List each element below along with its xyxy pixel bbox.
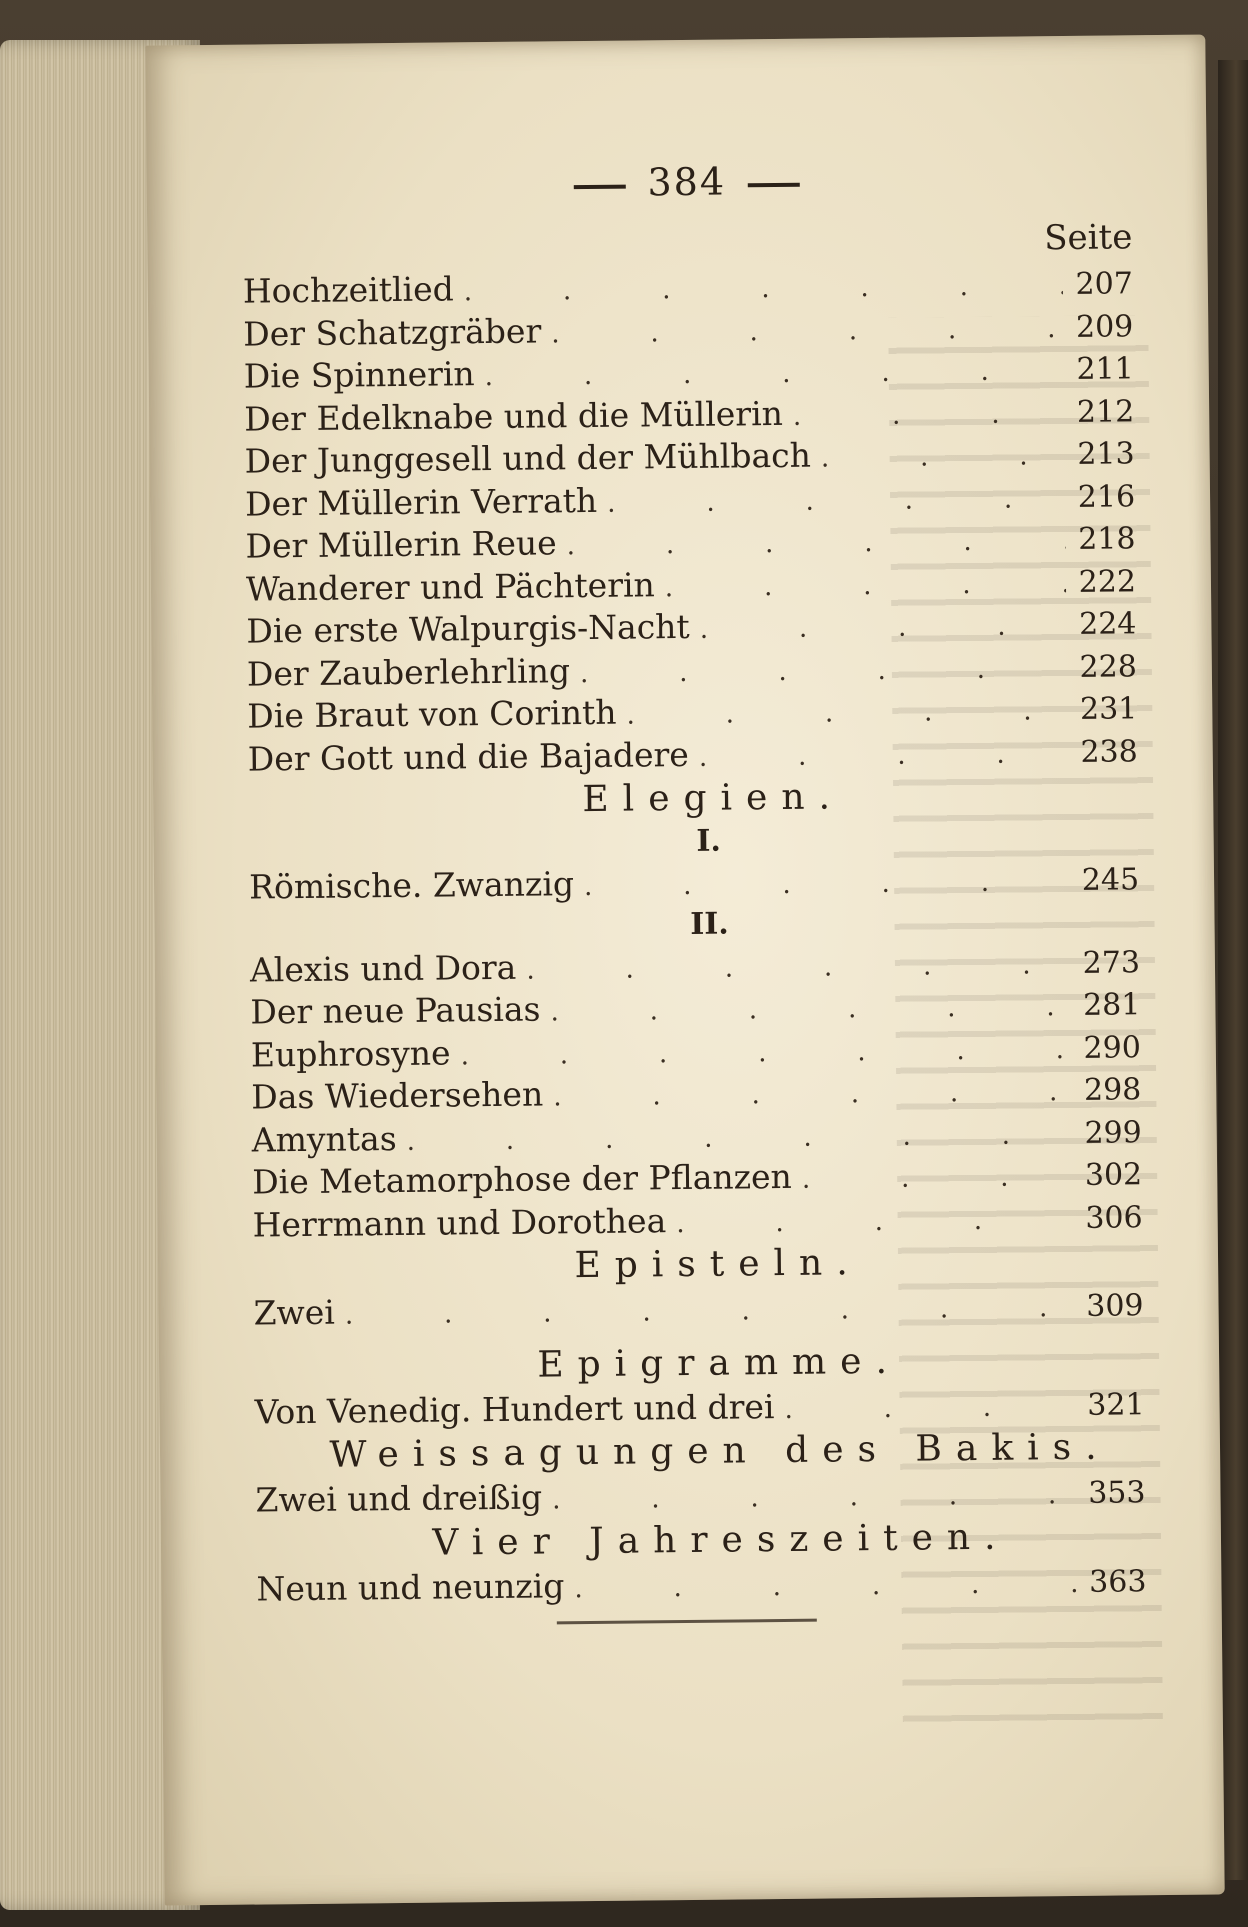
entry-page: 218 <box>1078 521 1136 557</box>
entry-page: 216 <box>1077 478 1136 515</box>
entry-page: 290 <box>1083 1029 1142 1066</box>
entry-title: Die Spinnerin <box>243 354 475 396</box>
entry-page: 222 <box>1078 563 1137 600</box>
entry-title: Herrmann und Dorothea <box>252 1200 667 1245</box>
column-header: Seite <box>1044 217 1133 259</box>
dot-leader <box>774 1382 1075 1430</box>
toc-entry <box>248 729 1138 781</box>
binding-edge <box>1218 60 1248 1880</box>
entry-page: 309 <box>1086 1288 1144 1324</box>
entry-page: 306 <box>1085 1199 1143 1236</box>
entry-page: 212 <box>1076 393 1135 430</box>
section-balladen <box>243 261 1138 780</box>
dot-leader <box>655 559 1067 608</box>
entry-title: Der Junggesell und der Mühlbach <box>244 435 812 481</box>
entry-title: Der neue Pausias <box>250 989 541 1032</box>
entry-title: Die Braut von Corinth <box>247 692 617 736</box>
entry-title: Die Metamorphose der Pflanzen <box>251 1156 793 1202</box>
dot-leader <box>574 858 1070 908</box>
book-page <box>145 35 1224 1906</box>
section-heading: Epigramme. <box>537 1340 902 1386</box>
entry-page: 228 <box>1079 648 1138 685</box>
entry-page: 302 <box>1084 1157 1143 1193</box>
dot-leader <box>689 602 1066 651</box>
section-heading: Elegien. <box>582 776 845 821</box>
entry-page: 273 <box>1082 944 1141 981</box>
entry-page: 353 <box>1088 1475 1146 1511</box>
entry-page: 211 <box>1076 351 1134 387</box>
entry-title: Römische. Zwanzig <box>248 864 575 907</box>
entry-page: 209 <box>1075 308 1134 345</box>
entry-title: Von Venedig. Hundert und drei <box>254 1386 775 1432</box>
page-number: 384 <box>242 155 1132 208</box>
entry-page: 207 <box>1075 266 1134 302</box>
entry-page: 238 <box>1080 733 1138 770</box>
section-heading: Episteln. <box>574 1242 862 1287</box>
entry-title: Der Edelknabe und die Müllerin <box>243 393 784 439</box>
section-jahreszeiten <box>256 1513 1147 1611</box>
dash-left <box>574 184 626 189</box>
section-elegien <box>248 771 1143 1246</box>
entry-title: Hochzeitlied <box>242 269 454 311</box>
section-episteln <box>253 1237 1144 1335</box>
entry-title: Das Wiedersehen <box>251 1074 544 1117</box>
entry-title: Euphrosyne <box>250 1032 451 1075</box>
section-bakis <box>255 1424 1146 1522</box>
entry-title: Der Müllerin Verrath <box>244 480 598 524</box>
entry-title: Der Zauberlehrling <box>246 650 571 694</box>
entry-page: 321 <box>1087 1386 1145 1423</box>
entry-page: 245 <box>1081 862 1140 898</box>
entry-title: Der Gott und die Bajadere <box>247 734 690 779</box>
entry-page: 224 <box>1078 606 1137 642</box>
dot-leader <box>689 729 1068 778</box>
section-heading: Weissagungen des Bakis. <box>329 1426 1111 1476</box>
toc-entry <box>256 1559 1146 1611</box>
table-of-contents <box>242 155 1147 1627</box>
toc-entry <box>255 1470 1145 1522</box>
dot-leader <box>564 1559 1077 1609</box>
part-numeral: I. <box>696 823 722 859</box>
entry-title: Wanderer und Pächterin <box>245 564 655 609</box>
section-heading: Vier Jahreszeiten. <box>432 1516 1010 1564</box>
entry-title: Zwei und dreißig <box>255 1477 543 1520</box>
dot-leader <box>666 1195 1073 1244</box>
entry-page: 363 <box>1088 1563 1147 1600</box>
toc-entry <box>249 857 1139 909</box>
entry-title: Neun und neunzig <box>256 1565 565 1609</box>
section-epigramme <box>254 1336 1145 1434</box>
entry-page: 299 <box>1084 1114 1142 1151</box>
dot-leader <box>335 1284 1074 1337</box>
entry-title: Zwei <box>253 1292 336 1333</box>
entry-page: 231 <box>1079 691 1138 727</box>
toc-entry <box>252 1195 1142 1247</box>
entry-page: 298 <box>1083 1072 1142 1108</box>
part-numeral: II. <box>690 906 729 942</box>
closing-rule <box>557 1619 817 1625</box>
dot-leader <box>783 389 1065 437</box>
toc-entry <box>253 1283 1143 1335</box>
entry-title: Die erste Walpurgis-Nacht <box>246 606 690 651</box>
entry-title: Der Müllerin Reue <box>245 523 557 566</box>
entry-title: Amyntas <box>251 1118 397 1160</box>
entry-page: 281 <box>1082 987 1141 1023</box>
dash-right <box>748 182 800 187</box>
entry-title: Alexis und Dora <box>249 947 517 990</box>
dot-leader <box>792 1153 1073 1201</box>
dot-leader <box>811 432 1065 480</box>
entry-page: 213 <box>1077 436 1135 472</box>
entry-title: Der Schatzgräber <box>243 310 542 354</box>
